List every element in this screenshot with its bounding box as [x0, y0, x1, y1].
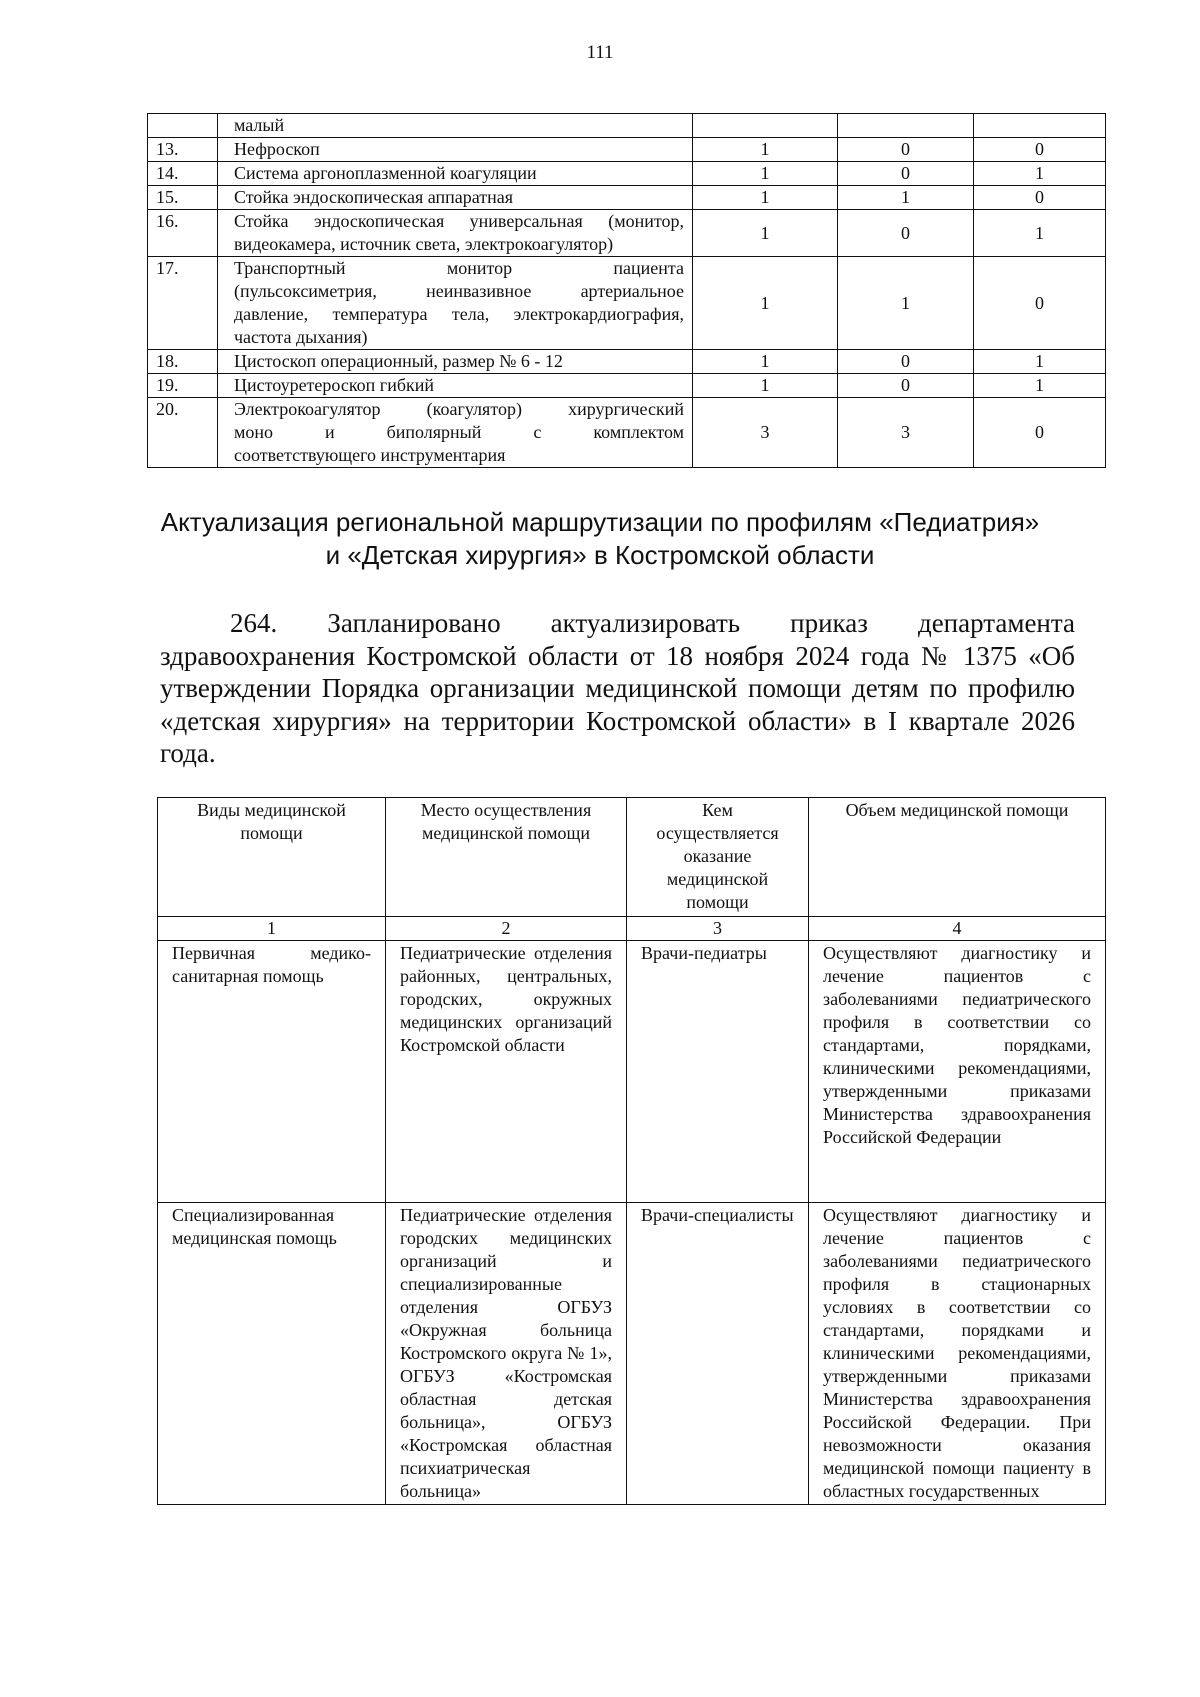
column-number: 2 [386, 917, 627, 941]
equipment-name [218, 210, 693, 257]
equipment-name-line: Система аргоноплазменной коагуляции [234, 163, 537, 183]
equipment-name [218, 138, 693, 162]
equipment-name-line: видеокамера, источник света, электрокоагулятор) [234, 234, 614, 254]
equipment-name-line: Нефроскоп [234, 139, 320, 159]
quantity-cell: 1 [974, 350, 1106, 374]
quantity-cell: 1 [693, 162, 838, 186]
section-heading-line-2: и «Детская хирургия» в Костромской области [325, 540, 875, 570]
section-heading-line-1: Актуализация региональной маршрутизации по профилям «Педиатрия» [160, 507, 1040, 537]
care-table-column-numbers [158, 917, 1106, 941]
quantity-cell: 1 [693, 350, 838, 374]
table-row [148, 398, 1106, 468]
quantity-cell: 1 [974, 210, 1106, 257]
quantity-cell: 1 [693, 374, 838, 398]
quantity-cell [693, 114, 838, 138]
row-number: 20. [148, 398, 218, 468]
row-number [148, 114, 218, 138]
quantity-cell [974, 114, 1106, 138]
quantity-cell: 1 [693, 257, 838, 350]
header-who: Кем осуществляется оказание медицинской помощи [627, 798, 809, 917]
care-type-cell: Первичная медико-санитарная помощь [158, 941, 386, 1203]
equipment-name-line: малый [234, 115, 285, 135]
header-place: Место осуществления медицинской помощи [386, 798, 627, 917]
equipment-name-line: моно и биполярный с комплектом [234, 422, 684, 442]
equipment-name-line: соответствующего инструментария [234, 445, 506, 465]
quantity-cell: 1 [693, 186, 838, 210]
paragraph-264 [160, 607, 1075, 770]
equipment-name [218, 114, 693, 138]
care-volume-cell: Осуществляют диагностику и лечение пациентов с заболеваниями педиатрического профиля в стационарных условиях в соответствии со стандартами, порядками и клиническими рекомендациями, утвержденными приказами Министерства здравоохранения Российской Федерации. При невозможности оказания медицинской помощи пациенту в областных государственных [809, 1203, 1106, 1505]
equipment-name-line: (пульсоксиметрия, неинвазивное артериальное [234, 281, 684, 301]
quantity-cell: 0 [838, 210, 974, 257]
quantity-cell [838, 114, 974, 138]
care-volume-cell: Осуществляют диагностику и лечение пациентов с заболеваниями педиатрического профиля в соответствии со стандартами, порядками, клиническими рекомендациями, утвержденными приказами Министерства здравоохранения Российской Федерации [809, 941, 1106, 1203]
header-type: Виды медицинской помощи [158, 798, 386, 917]
equipment-name [218, 257, 693, 350]
equipment-name-line: Электрокоагулятор (коагулятор) хирургический [234, 399, 684, 419]
column-number: 3 [627, 917, 809, 941]
equipment-name [218, 398, 693, 468]
table-row [148, 210, 1106, 257]
equipment-name [218, 162, 693, 186]
quantity-cell: 0 [838, 162, 974, 186]
page-number: 111 [586, 42, 614, 63]
row-number: 14. [148, 162, 218, 186]
care-who-cell: Врачи-педиатры [627, 941, 809, 1203]
row-number: 13. [148, 138, 218, 162]
table-row [148, 257, 1106, 350]
equipment-name-line: Транспортный монитор пациента [234, 258, 684, 278]
quantity-cell: 1 [693, 138, 838, 162]
equipment-table [147, 113, 1106, 468]
quantity-cell: 0 [974, 186, 1106, 210]
care-place-cell: Педиатрические отделения районных, центральных, городских, окружных медицинских организаций Костромской области [386, 941, 627, 1203]
equipment-name-line: Стойка эндоскопическая аппаратная [234, 187, 514, 207]
table-row [148, 114, 1106, 138]
row-number: 15. [148, 186, 218, 210]
section-heading [150, 506, 1050, 572]
column-number: 1 [158, 917, 386, 941]
quantity-cell: 1 [838, 186, 974, 210]
equipment-name-line: Цистоскоп операционный, размер № 6 - 12 [234, 351, 563, 371]
column-number: 4 [809, 917, 1106, 941]
equipment-name-line: давление, температура тела, электрокардиография, [234, 304, 684, 324]
equipment-name-line: Цистоуретероскоп гибкий [234, 375, 434, 395]
table-row [148, 186, 1106, 210]
table-row [158, 941, 1106, 1203]
table-row [148, 162, 1106, 186]
row-number: 18. [148, 350, 218, 374]
quantity-cell: 3 [838, 398, 974, 468]
header-volume: Объем медицинской помощи [809, 798, 1106, 917]
equipment-name-line: Стойка эндоскопическая универсальная (монитор, [234, 211, 684, 231]
equipment-name [218, 374, 693, 398]
care-place-cell: Педиатрические отделения городских медицинских организаций и специализированные отделения ОГБУЗ «Окружная больница Костромского округа № 1», ОГБУЗ «Костромская областная детская больница», ОГБУЗ «Костромская областная психиатрическая больница» [386, 1203, 627, 1505]
row-number: 17. [148, 257, 218, 350]
quantity-cell: 0 [974, 138, 1106, 162]
quantity-cell: 1 [974, 162, 1106, 186]
quantity-cell: 0 [838, 138, 974, 162]
equipment-name [218, 186, 693, 210]
care-table [157, 797, 1106, 1505]
table-row [148, 350, 1106, 374]
quantity-cell: 1 [974, 374, 1106, 398]
quantity-cell: 1 [838, 257, 974, 350]
equipment-name-line: частота дыхания) [234, 327, 368, 347]
equipment-name [218, 350, 693, 374]
quantity-cell: 0 [974, 398, 1106, 468]
care-type-cell: Специализированная медицинская помощь [158, 1203, 386, 1505]
quantity-cell: 3 [693, 398, 838, 468]
table-row [148, 138, 1106, 162]
care-table-header [158, 798, 1106, 917]
quantity-cell: 0 [838, 350, 974, 374]
row-number: 16. [148, 210, 218, 257]
quantity-cell: 1 [693, 210, 838, 257]
paragraph-text: 264. Запланировано актуализировать приказ департамента здравоохранения Костромской области от 18 ноября 2024 года № 1375 «Об утверждении Порядка организации медицинской помощи детям по профилю «детская хирургия» на территории Костромской области» в I квартале 2026 года. [160, 608, 1075, 768]
table-row [158, 1203, 1106, 1505]
row-number: 19. [148, 374, 218, 398]
quantity-cell: 0 [974, 257, 1106, 350]
table-row [148, 374, 1106, 398]
quantity-cell: 0 [838, 374, 974, 398]
care-who-cell: Врачи-специалисты [627, 1203, 809, 1505]
